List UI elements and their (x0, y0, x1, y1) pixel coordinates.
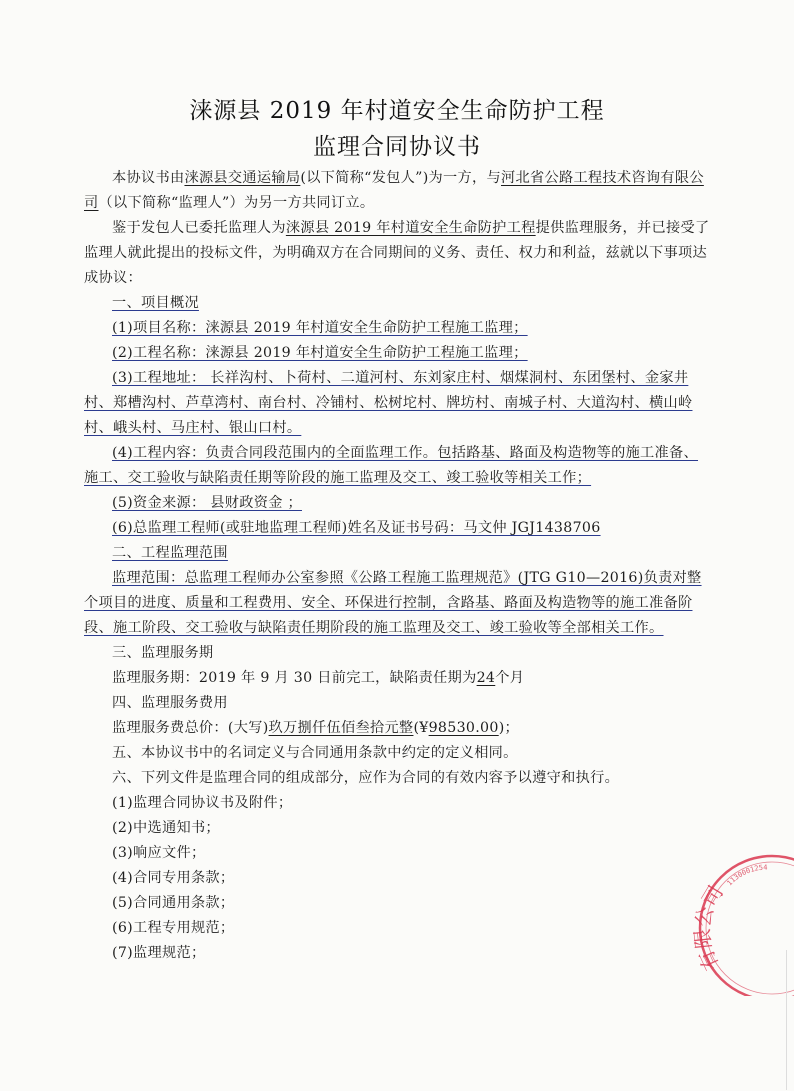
defect-period-months: 24 (476, 670, 496, 686)
party-a-name: 涞源县交通运输局 (184, 170, 301, 186)
seal-number: 1130001254 (725, 863, 768, 888)
party-b-name: 河北省公路工程技术咨询有限公司 (84, 170, 704, 211)
section3-heading: 三、监理服务期 (112, 645, 214, 661)
section1-item4: (4)工程内容：负责合同段范围内的全面监理工作。包括路基、路面及构造物等的施工准备、施工、交工验收与缺陷责任期等阶段的施工监理及交工、竣工验收等相关工作； (84, 445, 699, 486)
section1-item5: (5)资金来源： 县财政资金 ； (112, 495, 302, 511)
svg-text:有限公司 (690, 881, 728, 974)
section3-text: 监理服务期：2019 年 9 月 30 日前完工，缺陷责任期为24个月 (112, 670, 525, 686)
section1-item3: (3)工程地址： 长祥沟村、卜荷村、二道河村、东刘家庄村、烟煤洞村、东团堡村、金家井村、郑槽沟村、芦草湾村、南台村、冷铺村、松树坨村、牌坊村、南城子村、大道沟村、横山岭村、峨头村、马庄村、银山口村。 (84, 370, 693, 436)
section6-item: (6)工程专用规范； (112, 920, 235, 936)
intro-paragraph-2: 鉴于发包人已委托监理人为涞源县 2019 年村道安全生命防护工程提供监理服务，并已接受了监理人就此提出的投标文件，为明确双方在合同期间的义务、责任、权力和利益，兹就以下事项达成协议： (84, 220, 710, 286)
section6-item: (7)监理规范； (112, 945, 206, 961)
fee-amount-words: 玖万捌仟伍佰叁拾元整 (268, 720, 414, 736)
section6-heading: 六、下列文件是监理合同的组成部分，应作为合同的有效内容予以遵守和执行。 (112, 770, 620, 786)
company-seal (690, 846, 794, 996)
section6-item: (2)中选通知书； (112, 820, 220, 836)
document-title-line1: 涞源县 2019 年村道安全生命防护工程 (189, 98, 605, 124)
section5-text: 五、本协议书中的名词定义与合同通用条款中约定的定义相同。 (112, 745, 518, 761)
section2-heading: 二、工程监理范围 (112, 545, 228, 561)
section6-item: (1)监理合同协议书及附件； (112, 795, 293, 811)
section1-item6: (6)总监理工程师(或驻地监理工程师)姓名及证书号码：马文仲 JGJ1438706 (112, 520, 601, 536)
fee-amount-number: 98530.00 (428, 720, 499, 736)
section2-text: 监理范围：总监理工程师办公室参照《公路工程施工监理规范》(JTG G10—2016)负责对整个项目的进度、质量和工程费用、安全、环保进行控制，含路基、路面及构造物等的施工准备阶段、施工阶段、交工验收与缺陷责任期阶段的施工监理及交工、竣工验收等全部相关工作。 (84, 570, 702, 636)
section4-text: 监理服务费总价：(大写)玖万捌仟伍佰叁拾元整(¥98530.00)； (112, 720, 520, 736)
intro-paragraph-1: 本协议书由涞源县交通运输局(以下简称“发包人”)为一方，与河北省公路工程技术咨询有限公司（以下简称“监理人”）为另一方共同订立。 (84, 170, 704, 211)
section1-item1: (1)项目名称：涞源县 2019 年村道安全生命防护工程施工监理； (112, 320, 528, 336)
section6-item: (4)合同专用条款； (112, 870, 235, 886)
section6-item: (5)合同通用条款； (112, 895, 235, 911)
section1-item2: (2)工程名称：涞源县 2019 年村道安全生命防护工程施工监理； (112, 345, 528, 361)
document-title-line2: 监理合同协议书 (313, 134, 481, 160)
project-name-inline: 涞源县 2019 年村道安全生命防护工程 (285, 220, 536, 236)
section4-heading: 四、监理服务费用 (112, 695, 228, 711)
document-body (84, 166, 712, 966)
section1-heading: 一、项目概况 (112, 295, 199, 311)
seal-arc-text: 有限公司 (690, 881, 728, 975)
section6-item: (3)响应文件； (112, 845, 206, 861)
scan-edge (786, 950, 787, 1090)
